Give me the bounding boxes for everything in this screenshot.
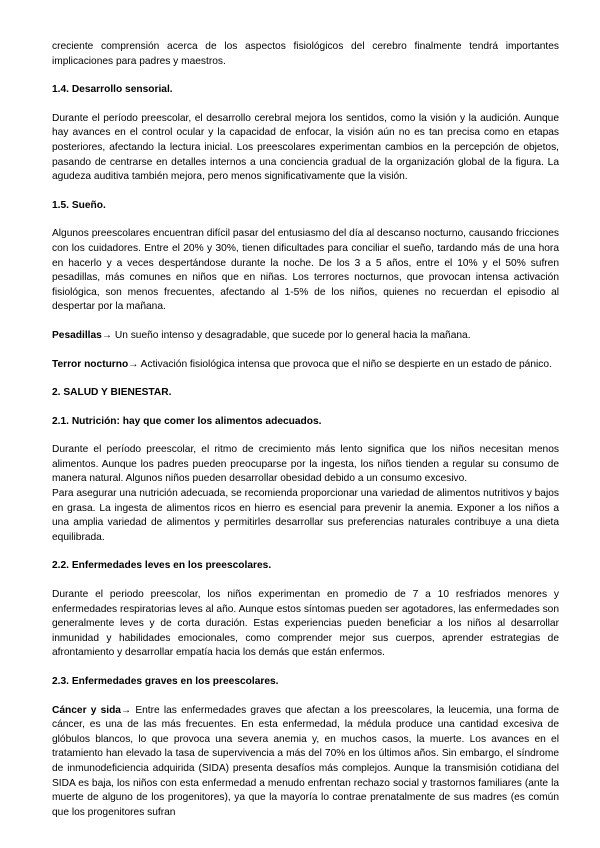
intro-paragraph: creciente comprensión acerca de los aspectos fisiológicos del cerebro finalmente tendrá importantes implicaciones para padres y maestros. (52, 41, 559, 67)
pesadillas-definition (52, 329, 559, 344)
nutrition-paragraph-1: Durante el período preescolar, el ritmo de crecimiento más lento significa que los niños necesitan menos alimentos. Aunque los padres pueden preocuparse por la ingesta, los niños tienden a regular su consumo de manera natural. Algunos niños pueden desarrollar obesidad debido a un consumo excesivo. (52, 444, 559, 485)
cancer-sida-paragraph (52, 704, 559, 821)
sensory-development-paragraph: Durante el período preescolar, el desarrollo cerebral mejora los sentidos, como la visión y la audición. Aunque hay avances en el control ocular y la capacidad de enfocar, la visión aún no es tan precisa como en etapas posteriores, afectando la lectura inicial. Los preescolares experimentan cambios en la percepción de objetos, pasando de centrarse en detalles internos a una conciencia gradual de la organización global de la figura. La agudeza auditiva también mejora, pero menos significativamente que la visión. (52, 112, 559, 183)
section-heading-2-2: 2.2. Enfermedades leves en los preescolares. (52, 560, 272, 572)
section-heading-2: 2. SALUD Y BIENESTAR. (52, 387, 172, 399)
sleep-paragraph: Algunos preescolares encuentran difícil pasar del entusiasmo del día al descanso nocturno, causando fricciones con los cuidadores. Entre el 20% y 30%, tienen dificultades para conciliar el sueño, tardando más de una hora en hacerlo y a veces despertándose durante la noche. De los 3 a 5 años, entre el 10% y el 50% sufren pesadillas, más comunes en niños que en niñas. Los terrores nocturnos, que provocan intensa activación fisiológica, son menos frecuentes, afectando al 1-5% de los niños, quienes no recuerdan el episodio al despertar por la mañana. (52, 228, 559, 313)
section-heading-1-5: 1.5. Sueño. (52, 199, 106, 211)
section-heading-1-4: 1.4. Desarrollo sensorial. (52, 84, 173, 96)
cancer-sida-text: → Entre las enfermedades graves que afectan a los preescolares, la leucemia, una forma de cáncer, es una de las más frecuentes. En esta enfermedad, la médula produce una cantidad excesiva de glóbulos blancos, lo que provoca una severa anemia y, en muchos casos, la muerte. Los avances en el tratamiento han elevado la tasa de supervivencia a más del 70% en los últimos años. Sin embargo, el síndrome de inmunodeficiencia adquirida (SIDA) presenta desafíos más complejos. Aunque la transmisión cotidiana del SIDA es baja, los niños con esta enfermedad a menudo enfrentan rechazo social y trastornos familiares (ante la muerte de alguno de los progenitores), ya que la mayoría lo contrae prenatalmente de sus madres (es común que los progenitores sufran (52, 704, 559, 818)
nutrition-paragraph-2: Para asegurar una nutrición adecuada, se recomienda proporcionar una variedad de alimentos nutritivos y bajos en grasa. La ingesta de alimentos ricos en hierro es esencial para prevenir la anemia. Exponer a los niños a una amplia variedad de alimentos y permitirles desarrollar sus preferencias naturales contribuye a una dieta equilibrada. (52, 488, 559, 543)
pesadillas-term: Pesadillas (52, 329, 102, 341)
pesadillas-text: → Un sueño intenso y desagradable, que sucede por lo general hacia la mañana. (101, 329, 471, 341)
cancer-sida-term: Cáncer y sida (52, 704, 121, 716)
terror-nocturno-term: Terror nocturno (52, 358, 129, 370)
terror-nocturno-text: → Activación fisiológica intensa que provoca que el niño se despierte en un estado de pánico. (128, 358, 552, 370)
section-heading-2-1: 2.1. Nutrición: hay que comer los alimentos adecuados. (52, 415, 322, 427)
mild-illness-paragraph: Durante el periodo preescolar, los niños experimentan en promedio de 7 a 10 resfriados menores y enfermedades respiratorias leves al año. Aunque estos síntomas pueden ser agotadores, las enfermedades son generalmente leves y de corta duración. Estas experiencias pueden beneficiar a los niños al desarrollar inmunidad y habilidades emocionales, como comprender mejor sus cuerpos, aprender estrategias de afrontamiento y desarrollar empatía hacia los demás que están enfermos. (52, 589, 559, 659)
terror-nocturno-definition (52, 358, 559, 373)
section-heading-2-3: 2.3. Enfermedades graves en los preescolares. (52, 676, 279, 687)
document-page (52, 40, 559, 834)
